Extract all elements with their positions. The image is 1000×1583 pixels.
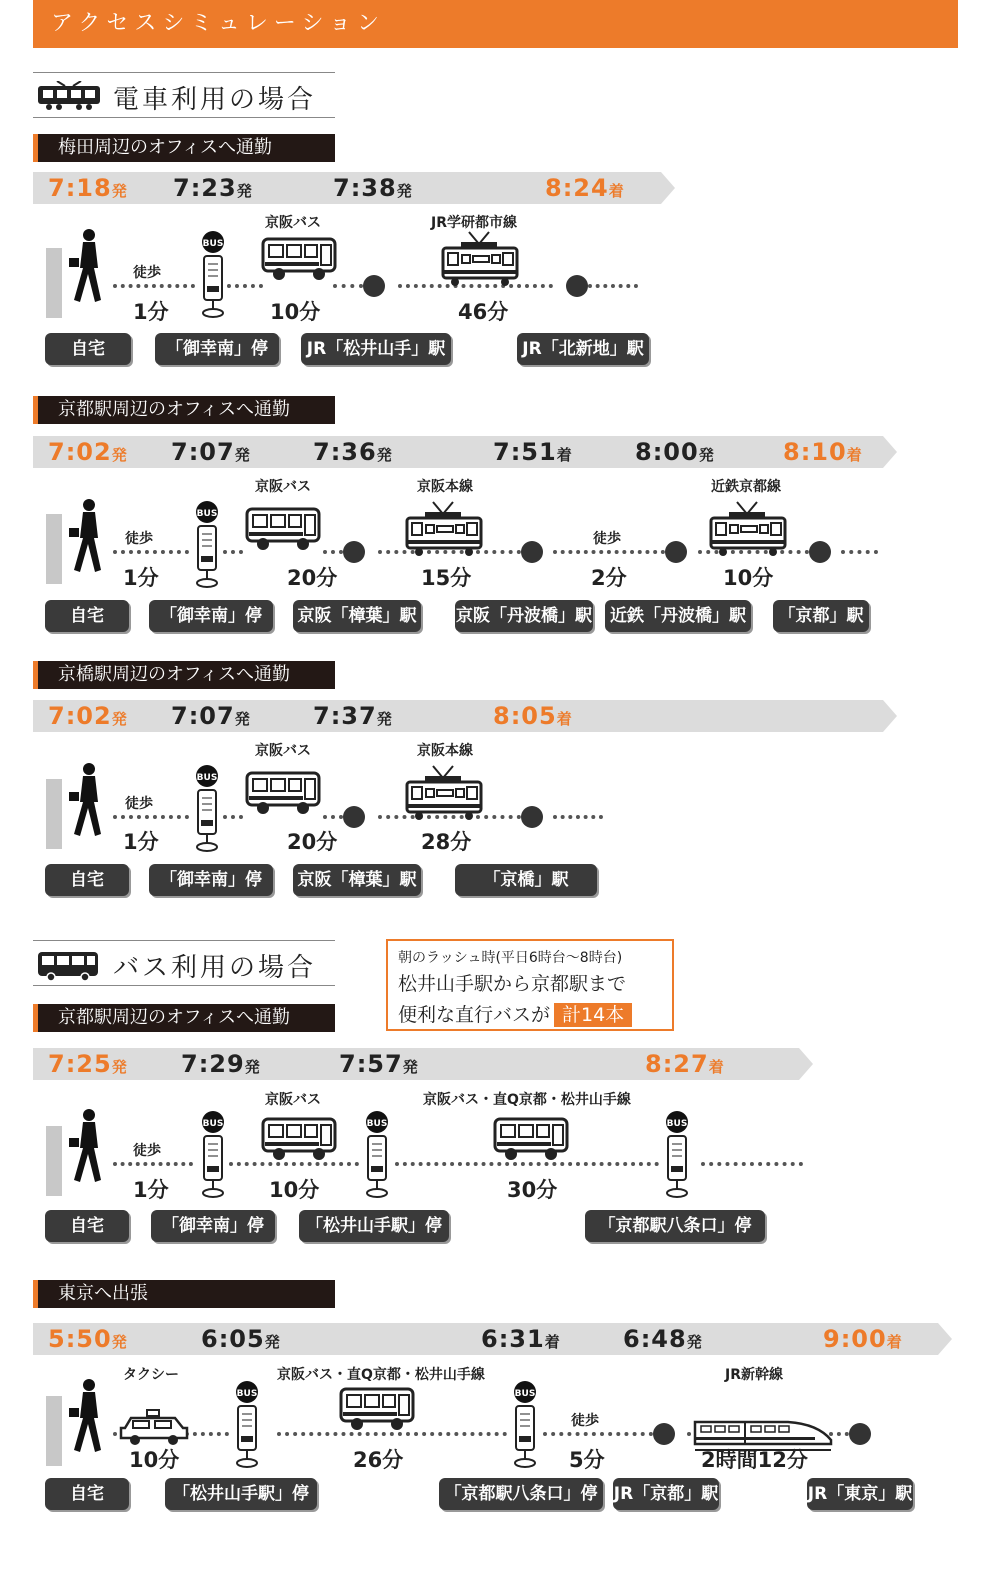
door-icon xyxy=(46,779,62,849)
bus-stop-icon xyxy=(229,1380,265,1474)
time-value: 7:07 xyxy=(171,702,235,730)
mode-caption: 徒歩 xyxy=(133,265,161,281)
stop-label: 自宅 xyxy=(45,1478,129,1510)
timeline-band xyxy=(33,1048,819,1080)
dotted-path xyxy=(701,1162,803,1166)
route-title: 梅田周辺のオフィスへ通勤 xyxy=(33,134,335,162)
train-car-icon xyxy=(709,500,787,562)
time-1 xyxy=(48,1050,128,1078)
time-value: 7:57 xyxy=(339,1050,403,1078)
bus-icon xyxy=(339,1386,417,1436)
dotted-path xyxy=(543,1432,653,1436)
mode-caption: タクシー xyxy=(123,1367,179,1383)
time-2 xyxy=(181,1050,261,1078)
svg-text:BUS: BUS xyxy=(514,1389,536,1399)
time-value: 7:02 xyxy=(48,702,112,730)
bus-stop-icon xyxy=(195,1110,231,1204)
time-1 xyxy=(48,438,128,466)
station-node xyxy=(849,1423,871,1445)
page-header: アクセスシミュレーション xyxy=(33,0,958,48)
train-icon xyxy=(37,81,101,111)
time-3 xyxy=(313,702,393,730)
timeline-band xyxy=(33,1323,958,1355)
mode-caption: 徒歩 xyxy=(125,531,153,547)
time-suffix: 発 xyxy=(236,182,253,200)
route-title: 京都駅周辺のオフィスへ通勤 xyxy=(33,396,335,424)
station-node xyxy=(665,541,687,563)
time-3 xyxy=(333,174,413,202)
time-suffix: 発 xyxy=(111,710,128,728)
mode-caption: 京阪バス xyxy=(265,215,321,231)
bus-icon xyxy=(261,1116,339,1166)
stop-label: 近鉄「丹波橋」駅 xyxy=(605,600,751,632)
duration: 10分 xyxy=(723,566,774,590)
stop-label: 自宅 xyxy=(45,333,131,365)
mode-caption: 京阪バス xyxy=(255,743,311,759)
time-value: 7:02 xyxy=(48,438,112,466)
rush-note-line3-text: 便利な直行バスが xyxy=(398,1004,551,1026)
route-title: 京都駅周辺のオフィスへ通勤 xyxy=(33,1004,335,1032)
mode-caption: 京阪バス xyxy=(255,479,311,495)
mode-caption: 京阪バス・直Q京都・松井山手線 xyxy=(277,1367,485,1383)
time-value: 7:51 xyxy=(493,438,557,466)
stop-label: JR「北新地」駅 xyxy=(517,333,649,365)
time-value: 7:07 xyxy=(171,438,235,466)
mode-caption: JR新幹線 xyxy=(725,1367,783,1383)
duration: 26分 xyxy=(353,1448,404,1472)
route-title: 東京へ出張 xyxy=(33,1280,335,1308)
station-node xyxy=(363,275,385,297)
time-3 xyxy=(481,1325,561,1353)
station-node xyxy=(521,541,543,563)
time-suffix: 発 xyxy=(376,710,393,728)
time-suffix: 着 xyxy=(556,710,573,728)
time-1 xyxy=(48,702,128,730)
time-3 xyxy=(313,438,393,466)
stop-label: 「京都」駅 xyxy=(773,600,869,632)
dotted-path xyxy=(553,550,665,554)
time-suffix: 発 xyxy=(396,182,413,200)
time-suffix: 着 xyxy=(544,1333,561,1351)
stop-label: 「京橋」駅 xyxy=(455,864,597,896)
mode-caption: 徒歩 xyxy=(125,796,153,812)
svg-text:BUS: BUS xyxy=(666,1119,688,1129)
duration: 46分 xyxy=(458,300,509,324)
time-6 xyxy=(783,438,863,466)
time-value: 7:29 xyxy=(181,1050,245,1078)
time-2 xyxy=(171,438,251,466)
time-value: 8:10 xyxy=(783,438,847,466)
time-suffix: 発 xyxy=(111,182,128,200)
svg-text:BUS: BUS xyxy=(196,773,218,783)
walking-person-icon xyxy=(67,762,113,842)
time-suffix: 着 xyxy=(608,182,625,200)
duration: 20分 xyxy=(287,566,338,590)
duration: 10分 xyxy=(129,1448,180,1472)
time-value: 6:48 xyxy=(623,1325,687,1353)
stop-label: 「御幸南」停 xyxy=(151,1210,275,1242)
mode-caption: 京阪本線 xyxy=(417,743,473,759)
svg-text:BUS: BUS xyxy=(202,1119,224,1129)
time-suffix: 発 xyxy=(111,1333,128,1351)
station-node xyxy=(809,541,831,563)
time-value: 8:00 xyxy=(635,438,699,466)
mode-caption: 京阪バス・直Q京都・松井山手線 xyxy=(423,1092,631,1108)
stop-label: 「御幸南」停 xyxy=(149,864,273,896)
station-node xyxy=(343,541,365,563)
station-node xyxy=(653,1423,675,1445)
dotted-path xyxy=(323,550,343,554)
time-4 xyxy=(493,438,573,466)
svg-text:BUS: BUS xyxy=(366,1119,388,1129)
door-icon xyxy=(46,1396,62,1466)
timeline-arrow xyxy=(33,700,903,732)
bus-stop-icon xyxy=(507,1380,543,1474)
train-category-header xyxy=(33,72,335,118)
timeline-band xyxy=(33,436,903,468)
time-suffix: 着 xyxy=(886,1333,903,1351)
stop-label: 自宅 xyxy=(45,1210,129,1242)
timeline-band xyxy=(33,172,681,204)
time-3 xyxy=(339,1050,419,1078)
stop-label: JR「東京」駅 xyxy=(807,1478,913,1510)
mode-caption: 徒歩 xyxy=(133,1143,161,1159)
dotted-path xyxy=(223,815,243,819)
bus-icon xyxy=(245,506,323,556)
train-car-icon xyxy=(441,230,519,292)
stop-label: 「御幸南」停 xyxy=(149,600,273,632)
time-value: 7:37 xyxy=(313,702,377,730)
mode-caption: JR学研都市線 xyxy=(431,215,517,231)
bus-stop-icon xyxy=(359,1110,395,1204)
timeline-band xyxy=(33,700,903,732)
time-suffix: 発 xyxy=(264,1333,281,1351)
mode-caption: 徒歩 xyxy=(593,531,621,547)
time-2 xyxy=(171,702,251,730)
time-5 xyxy=(635,438,715,466)
dotted-path xyxy=(323,815,343,819)
bus-icon xyxy=(245,770,323,820)
time-value: 8:05 xyxy=(493,702,557,730)
time-suffix: 発 xyxy=(111,1058,128,1076)
dotted-path xyxy=(223,550,243,554)
time-value: 6:05 xyxy=(201,1325,265,1353)
time-5 xyxy=(823,1325,903,1353)
time-value: 7:23 xyxy=(173,174,237,202)
walking-person-icon xyxy=(67,228,113,308)
time-2 xyxy=(173,174,253,202)
dotted-path xyxy=(588,284,638,288)
duration: 1分 xyxy=(133,300,169,324)
stop-label: 「京都駅八条口」停 xyxy=(439,1478,603,1510)
time-value: 8:27 xyxy=(645,1050,709,1078)
time-4 xyxy=(493,702,573,730)
time-suffix: 着 xyxy=(708,1058,725,1076)
duration: 1分 xyxy=(123,566,159,590)
duration: 1分 xyxy=(133,1178,169,1202)
time-value: 5:50 xyxy=(48,1325,112,1353)
duration: 10分 xyxy=(269,1178,320,1202)
time-2 xyxy=(201,1325,281,1353)
train-category-title: 電車利用の場合 xyxy=(113,85,317,115)
time-4 xyxy=(623,1325,703,1353)
time-4 xyxy=(545,174,625,202)
time-suffix: 着 xyxy=(556,446,573,464)
duration: 10分 xyxy=(270,300,321,324)
svg-text:BUS: BUS xyxy=(202,239,224,249)
mode-caption: 近鉄京都線 xyxy=(711,479,781,495)
time-suffix: 着 xyxy=(846,446,863,464)
door-icon xyxy=(46,248,62,318)
time-suffix: 発 xyxy=(376,446,393,464)
rush-hour-note xyxy=(386,939,674,1031)
stop-label: 「京都駅八条口」停 xyxy=(585,1210,765,1242)
duration: 1分 xyxy=(123,830,159,854)
time-suffix: 発 xyxy=(244,1058,261,1076)
duration: 15分 xyxy=(421,566,472,590)
time-value: 7:25 xyxy=(48,1050,112,1078)
time-value: 7:18 xyxy=(48,174,112,202)
time-suffix: 発 xyxy=(402,1058,419,1076)
mode-caption: 京阪バス xyxy=(265,1092,321,1108)
svg-text:BUS: BUS xyxy=(236,1389,258,1399)
stop-label: 「松井山手駅」停 xyxy=(165,1478,317,1510)
duration: 28分 xyxy=(421,830,472,854)
train-car-icon xyxy=(405,500,483,562)
door-icon xyxy=(46,514,62,584)
time-suffix: 発 xyxy=(698,446,715,464)
svg-text:BUS: BUS xyxy=(196,509,218,519)
time-1 xyxy=(48,174,128,202)
walking-person-icon xyxy=(67,1378,113,1458)
time-value: 7:38 xyxy=(333,174,397,202)
walking-person-icon xyxy=(67,1108,113,1188)
bus-icon xyxy=(261,236,339,286)
time-1 xyxy=(48,1325,128,1353)
mode-caption: 京阪本線 xyxy=(417,479,473,495)
walking-person-icon xyxy=(67,498,113,578)
dotted-path xyxy=(113,284,195,288)
time-suffix: 発 xyxy=(111,446,128,464)
dotted-path xyxy=(841,550,878,554)
rush-note-highlight: 計14本 xyxy=(554,1003,632,1027)
time-suffix: 発 xyxy=(234,710,251,728)
stop-label: 「御幸南」停 xyxy=(155,333,279,365)
duration: 5分 xyxy=(569,1448,605,1472)
mode-caption: 徒歩 xyxy=(571,1413,599,1429)
stop-label: 自宅 xyxy=(45,864,129,896)
stop-label: 「松井山手駅」停 xyxy=(299,1210,449,1242)
time-value: 9:00 xyxy=(823,1325,887,1353)
stop-label: 自宅 xyxy=(45,600,129,632)
rush-note-line2: 松井山手駅から京都駅まで xyxy=(398,973,627,995)
rush-note-line1: 朝のラッシュ時(平日6時台〜8時台) xyxy=(398,950,623,966)
stop-label: 京阪「丹波橋」駅 xyxy=(455,600,593,632)
duration: 20分 xyxy=(287,830,338,854)
train-car-icon xyxy=(405,764,483,826)
bus-icon xyxy=(37,949,101,983)
route-title: 京橋駅周辺のオフィスへ通勤 xyxy=(33,661,335,689)
stop-label: 京阪「樟葉」駅 xyxy=(293,600,421,632)
stop-label: JR「松井山手」駅 xyxy=(301,333,451,365)
station-node xyxy=(343,806,365,828)
bus-stop-icon xyxy=(189,764,225,858)
door-icon xyxy=(46,1126,62,1196)
dotted-path xyxy=(113,550,189,554)
bus-stop-icon xyxy=(659,1110,695,1204)
duration: 2分 xyxy=(591,566,627,590)
duration: 30分 xyxy=(507,1178,558,1202)
dotted-path xyxy=(553,815,603,819)
time-value: 7:36 xyxy=(313,438,377,466)
timeline-arrow xyxy=(33,436,903,468)
dotted-path xyxy=(113,1162,193,1166)
bus-category-header xyxy=(33,940,335,986)
time-suffix: 発 xyxy=(234,446,251,464)
time-suffix: 発 xyxy=(686,1333,703,1351)
duration: 2時間12分 xyxy=(701,1448,808,1472)
bus-stop-icon xyxy=(189,500,225,594)
stop-label: JR「京都」駅 xyxy=(613,1478,719,1510)
bus-category-title: バス利用の場合 xyxy=(113,953,317,983)
bus-stop-icon xyxy=(195,230,231,324)
bus-icon xyxy=(493,1116,571,1166)
station-node xyxy=(521,806,543,828)
rush-note-line3 xyxy=(398,1000,662,1027)
station-node xyxy=(566,275,588,297)
time-value: 8:24 xyxy=(545,174,609,202)
time-value: 6:31 xyxy=(481,1325,545,1353)
dotted-path xyxy=(113,815,189,819)
time-4 xyxy=(645,1050,725,1078)
stop-label: 京阪「樟葉」駅 xyxy=(293,864,421,896)
